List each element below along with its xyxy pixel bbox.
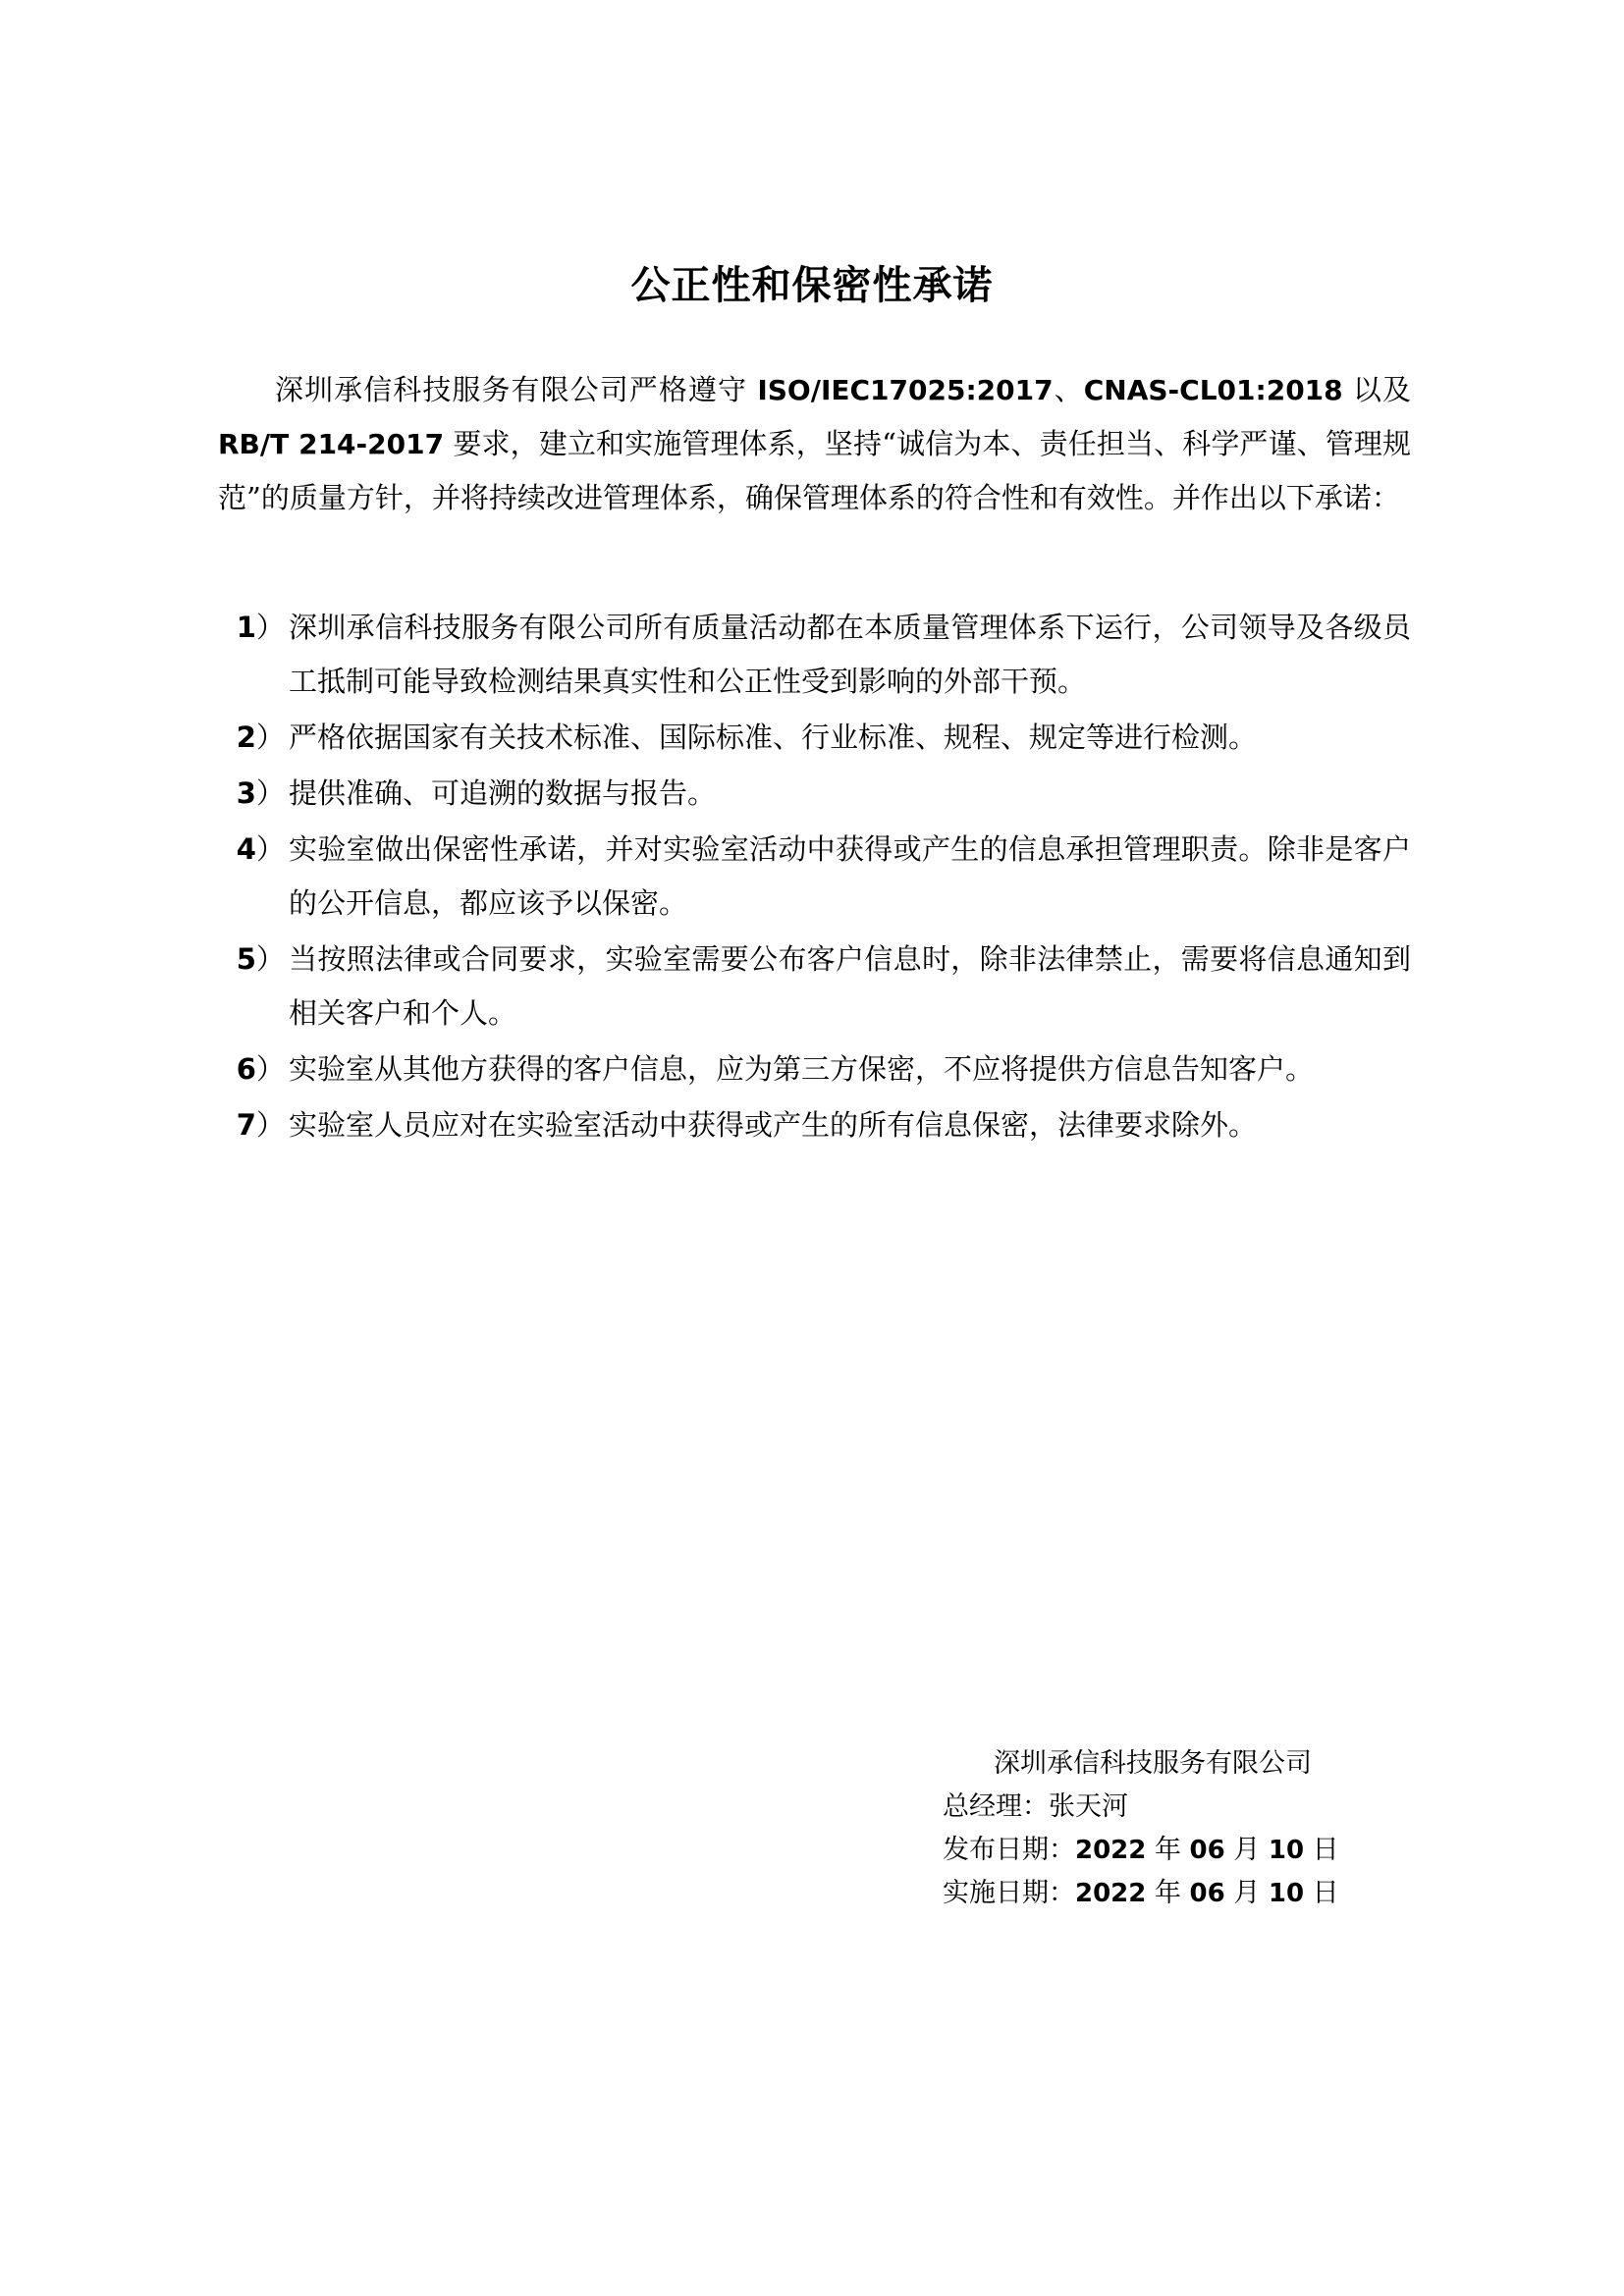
list-item-number: 4 xyxy=(236,832,256,866)
list-item-paren: ） xyxy=(255,832,285,866)
standard-iso-17025: ISO/IEC17025:2017 xyxy=(757,374,1054,406)
list-item-number: 1 xyxy=(236,611,256,644)
signature-block xyxy=(943,1742,1394,1915)
list-item xyxy=(218,711,1411,765)
list-item-paren: ） xyxy=(255,942,285,976)
signature-manager-line xyxy=(943,1786,1394,1829)
signature-company-name: 深圳承信科技服务有限公司 xyxy=(994,1748,1312,1779)
list-item-paren: ） xyxy=(255,611,285,644)
list-item-text: 实验室从其他方获得的客户信息，应为第三方保密，不应将提供方信息告知客户。 xyxy=(289,1052,1315,1086)
list-item-marker xyxy=(218,601,289,655)
list-item-text: 深圳承信科技服务有限公司所有质量活动都在本质量管理体系下运行，公司领导及各级员工抵制可能导致检测结果真实性和公正性受到影响的外部干预。 xyxy=(289,611,1411,698)
list-item xyxy=(218,767,1411,821)
list-item-marker xyxy=(218,1098,289,1152)
list-item xyxy=(218,601,1411,709)
effective-date-day-unit: 日 xyxy=(1304,1878,1339,1908)
list-item-paren: ） xyxy=(255,721,285,754)
effective-date-month-unit: 月 xyxy=(1224,1878,1269,1908)
list-item-text: 实验室做出保密性承诺，并对实验室活动中获得或产生的信息承担管理职责。除非是客户的公开信息，都应该予以保密。 xyxy=(289,832,1411,920)
list-item-text: 严格依据国家有关技术标准、国际标准、行业标准、规程、规定等进行检测。 xyxy=(289,721,1258,754)
list-item-paren: ） xyxy=(255,1052,285,1086)
list-item-paren: ） xyxy=(255,1108,285,1142)
list-item-number: 5 xyxy=(236,942,256,976)
intro-tail-text: 要求，建立和实施管理体系，坚持“诚信为本、责任担当、科学严谨、管理规范”的质量方针，并将持续改进管理体系，确保管理体系的符合性和有效性。并作出以下承诺： xyxy=(218,427,1411,514)
page-title: 公正性和保密性承诺 xyxy=(630,262,994,308)
issue-date-day: 10 xyxy=(1268,1836,1305,1865)
list-item-text: 实验室人员应对在实验室活动中获得或产生的所有信息保密，法律要求除外。 xyxy=(289,1108,1258,1142)
issue-date-label: 发布日期： xyxy=(943,1835,1075,1865)
intro-section xyxy=(218,363,1411,531)
intro-separator-1: 、 xyxy=(1053,373,1084,406)
effective-date-day: 10 xyxy=(1268,1879,1305,1908)
manager-name: 张天河 xyxy=(1049,1791,1128,1822)
list-item-marker xyxy=(218,1042,289,1096)
effective-date-month: 06 xyxy=(1189,1879,1225,1908)
commitment-list xyxy=(218,601,1411,1154)
signature-issue-date-line xyxy=(943,1829,1394,1872)
intro-conjunction: 以及 xyxy=(1342,373,1411,406)
list-item xyxy=(218,1098,1411,1152)
list-item-number: 2 xyxy=(236,721,256,754)
list-item-number: 6 xyxy=(236,1052,256,1086)
list-item xyxy=(218,1042,1411,1096)
issue-date-month-unit: 月 xyxy=(1224,1835,1269,1865)
list-item-number: 7 xyxy=(236,1108,256,1142)
issue-date-year: 2022 xyxy=(1075,1836,1147,1865)
effective-date-year: 2022 xyxy=(1075,1879,1147,1908)
issue-date-day-unit: 日 xyxy=(1304,1835,1339,1865)
issue-date-month: 06 xyxy=(1189,1836,1225,1865)
list-item xyxy=(218,823,1411,931)
list-item-paren: ） xyxy=(255,776,285,810)
effective-date-label: 实施日期： xyxy=(943,1878,1075,1908)
list-item xyxy=(218,933,1411,1041)
standard-cnas-cl01: CNAS-CL01:2018 xyxy=(1083,374,1343,406)
intro-paragraph xyxy=(218,363,1411,525)
list-item-marker xyxy=(218,823,289,877)
signature-effective-date-line xyxy=(943,1872,1394,1915)
manager-label: 总经理： xyxy=(943,1791,1049,1822)
list-item-text: 提供准确、可追溯的数据与报告。 xyxy=(289,776,717,810)
list-item-marker xyxy=(218,711,289,765)
effective-date-year-unit: 年 xyxy=(1146,1878,1190,1908)
list-item-number: 3 xyxy=(236,776,256,810)
list-item-marker xyxy=(218,933,289,987)
list-item-text: 当按照法律或合同要求，实验室需要公布客户信息时，除非法律禁止，需要将信息通知到相关客户和个人。 xyxy=(289,942,1411,1030)
standard-rbt-214: RB/T 214-2017 xyxy=(218,428,445,460)
list-item-marker xyxy=(218,767,289,821)
intro-lead-prefix: 深圳承信科技服务有限公司严格遵守 xyxy=(275,373,758,406)
issue-date-year-unit: 年 xyxy=(1146,1835,1190,1865)
